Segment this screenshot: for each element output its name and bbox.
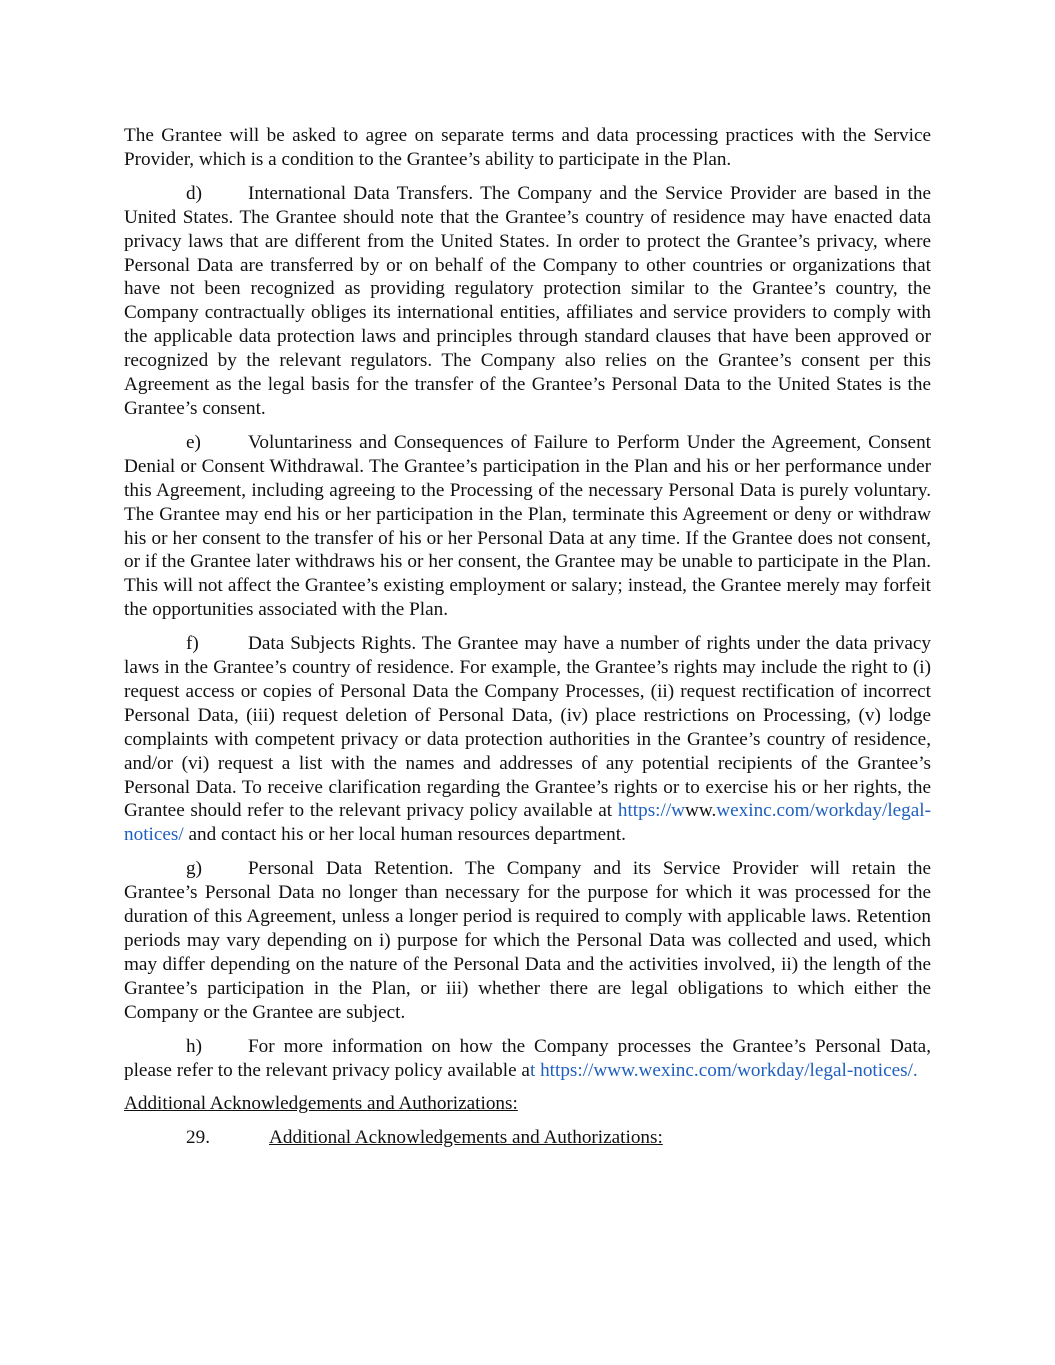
document-page: [124, 124, 931, 1150]
paragraph-g-text: Personal Data Retention. The Company and its Service Provider will retain the Grantee’s Personal Data no longer than necessary for the purpose for which it was processed for the duration of this Agreement, unless a longer period is required to comply with applicable laws. Retention periods may vary depending on i) purpose for which the Personal Data was collected and used, which may differ depending on the nature of the Personal Data and the activities involved, ii) the length of the Grantee’s participation in the Plan, or iii) whether there are legal obligations to which either the Company or the Grantee are subject.: [124, 858, 931, 1023]
paragraph-f-text: Data Subjects Rights. The Grantee may have a number of rights under the data privacy laws in the Grantee’s country of residence. For example, the Grantee’s rights may include the right to (i) request access or copies of Personal Data the Company Processes, (ii) request rectification of incorrect Personal Data, (iii) request deletion of Personal Data, (iv) place restrictions on Processing, (v) lodge complaints with competent privacy or data protection authorities in the Grantee’s country of residence, and/or (vi) request a list with the names and addresses of any potential recipients of the Grantee’s Personal Data. To receive clarification regarding the Grantee’s rights or to exercise his or her rights, the Grantee should refer to the relevant privacy policy available at: [124, 633, 931, 822]
privacy-policy-link-part[interactable]: ww.: [685, 800, 717, 822]
section-number: 29.: [186, 1127, 210, 1149]
paragraph-marker: d): [186, 182, 202, 204]
paragraph-e-text: Voluntariness and Consequences of Failure to Perform Under the Agreement, Consent Denial or Consent Withdrawal. The Grantee’s participation in the Plan and his or her performance under this Agreement, including agreeing to the Processing of the necessary Personal Data is purely voluntary. The Grantee may end his or her participation in the Plan, terminate this Agreement or deny or withdraw his or her consent to the transfer of his or her Personal Data at any time. If the Grantee does not consent, or if the Grantee later withdraws his or her consent, the Grantee may be unable to participate in the Plan. This will not affect the Grantee’s existing employment or salary; instead, the Grantee merely may forfeit the opportunities associated with the Plan.: [124, 431, 931, 621]
section-title: Additional Acknowledgements and Authorizations:: [269, 1127, 663, 1149]
privacy-policy-link-part[interactable]: https://w: [617, 800, 686, 822]
paragraph-marker: h): [186, 1035, 202, 1057]
paragraph-e: [124, 431, 931, 622]
privacy-policy-link-2[interactable]: https://www.wexinc.com/workday/legal-notices/.: [540, 1059, 918, 1081]
paragraph-g: [124, 857, 931, 1024]
privacy-policy-link[interactable]: wexinc.com/workday/legal-notices/: [124, 800, 931, 846]
intro-paragraph: The Grantee will be asked to agree on separate terms and data processing practices with the Service Provider, which is a condition to the Grantee’s ability to participate in the Plan.: [124, 125, 931, 170]
paragraph-d-text: International Data Transfers. The Company and the Service Provider are based in the United States. The Grantee should note that the Grantee’s country of residence may have enacted data privacy laws that are different from the United States. In order to protect the Grantee’s privacy, where Personal Data are transferred by or on behalf of the Company to other countries or organizations that have not been recognized as providing regulatory protection similar to the Grantee’s country, the Company contractually obliges its international entities, affiliates and service providers to comply with the applicable data protection laws and principles through standard clauses that have been approved or recognized by the relevant regulators. The Company also relies on the Grantee’s consent per this Agreement as the legal basis for the transfer of the Grantee’s Personal Data to the United States is the Grantee’s consent.: [124, 182, 931, 419]
numbered-section: [124, 1126, 931, 1150]
paragraph-f: [124, 632, 931, 847]
section-heading: Additional Acknowledgements and Authorizations:: [124, 1093, 518, 1115]
paragraph-marker: e): [186, 431, 201, 453]
paragraph-marker: g): [186, 858, 202, 880]
paragraph-marker: f): [186, 633, 199, 655]
paragraph-h-text: For more information on how the Company processes the Grantee’s Personal Data, please refer to the relevant privacy policy available a: [124, 1035, 931, 1081]
privacy-policy-link-part[interactable]: t: [529, 1059, 536, 1081]
paragraph-d: [124, 182, 931, 421]
paragraph-h: [124, 1035, 931, 1083]
paragraph-f-text-end: and contact his or her local human resources department.: [183, 824, 626, 846]
